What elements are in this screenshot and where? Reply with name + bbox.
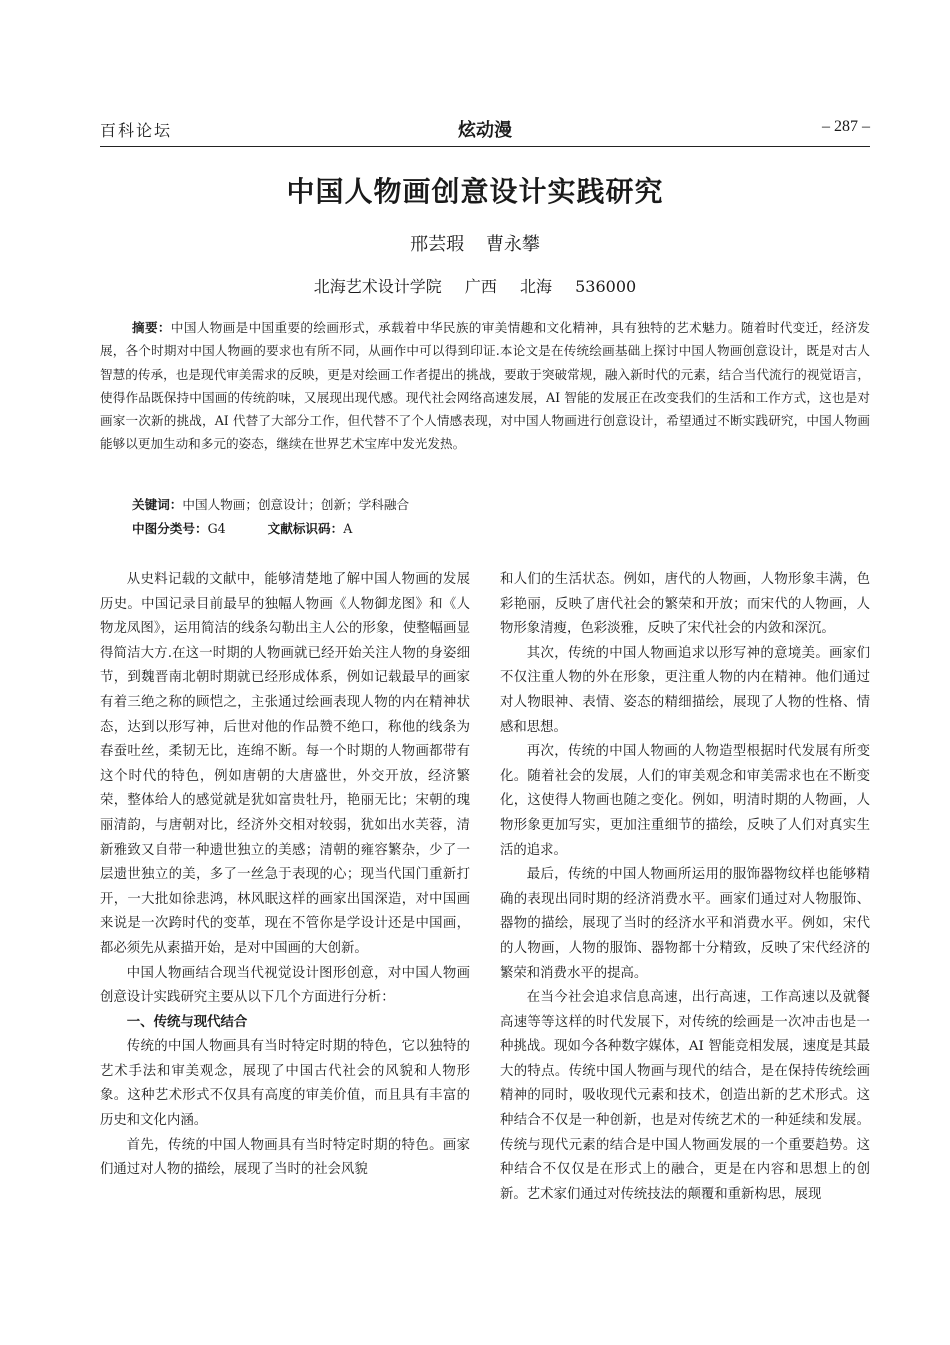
header-page-number: – 287 – [822, 118, 870, 135]
paragraph: 最后，传统的中国人物画所运用的服饰器物纹样也能够精确的表现出同时期的经济消费水平。画家们通过对人物服饰、器物的描绘，展现了当时的经济水平和消费水平。例如，宋代的人物画，人物的服饰、器物都十分精致，反映了宋代经济的繁荣和消费水平的提高。 [500, 867, 870, 981]
paper-title: 中国人物画创意设计实践研究 [286, 175, 664, 208]
author-2: 曹永攀 [485, 234, 540, 255]
header-rule [100, 146, 870, 147]
affiliation-postcode: 536000 [575, 277, 637, 296]
doc-code-label: 文献标识码： [267, 521, 344, 536]
paragraph-continued: 和人们的生活状态。例如，唐代的人物画，人物形象丰满，色彩艳丽，反映了唐代社会的繁荣和开放；而宋代的人物画，人物形象清瘦，色彩淡雅，反映了宋代社会的内敛和深沉。 [500, 572, 870, 637]
body-column-left [100, 568, 470, 1183]
doc-code-value: A [343, 521, 353, 536]
running-header [100, 116, 870, 142]
affiliation-city: 北海 [520, 277, 553, 296]
paragraph: 中国人物画结合现当代视觉设计图形创意，对中国人物画创意设计实践研究主要从以下几个方面进行分析： [100, 965, 470, 1006]
body-column-right [500, 568, 870, 1207]
affiliation-province: 广西 [464, 277, 497, 296]
abstract-text: 中国人物画是中国重要的绘画形式，承载着中华民族的审美情趣和文化精神，具有独特的艺术魅力。随着时代变迁，经济发展，各个时期对中国人物画的要求也有所不同，从画作中可以得到印证.本论文是在传统绘画基础上探讨中国人物画创意设计，既是对古人智慧的传承，也是现代审美需求的反映，更是对绘画工作者提出的挑战，要敢于突破常规，融入新时代的元素，结合当代流行的视觉语言，使得作品既保持中国画的传统韵味，又展现出现代感。现代社会网络高速发展，AI 智能的发展正在改变我们的生活和工作方式，这也是对画家一次新的挑战，AI 代替了大部分工作，但代替不了个人情感表现，对中国人物画进行创意设计，希望通过不断实践研究，中国人物画能够以更加生动和多元的姿态，继续在世界艺术宝库中发光发热。 [100, 320, 871, 452]
section-heading: 一、传统与现代结合 [126, 1014, 248, 1030]
affiliation-institution: 北海艺术设计学院 [313, 277, 442, 296]
authors [0, 230, 950, 256]
classification-line [132, 518, 352, 537]
paragraph: 再次，传统的中国人物画的人物造型根据时代发展有所变化。随着社会的发展，人们的审美观念和审美需求也在不断变化，这使得人物画也随之变化。例如，明清时期的人物画，人物形象更加写实，更加注重细节的描绘，反映了人们对真实生活的追求。 [500, 744, 870, 858]
abstract [100, 316, 870, 456]
paragraph: 首先，传统的中国人物画具有当时特定时期的特色。画家们通过对人物的描绘，展现了当时的社会风貌 [100, 1137, 470, 1178]
abstract-label: 摘要： [132, 320, 171, 335]
keywords-text: 中国人物画；创意设计；创新；学科融合 [182, 497, 410, 512]
paragraph: 传统的中国人物画具有当时特定时期的特色，它以独特的艺术手法和审美观念，展现了中国古代社会的风貌和人物形象。这种艺术形式不仅具有高度的审美价值，而且具有丰富的历史和文化内涵。 [100, 1039, 470, 1129]
author-1: 邢芸瑕 [410, 234, 465, 255]
paragraph: 在当今社会追求信息高速，出行高速，工作高速以及就餐高速等等这样的时代发展下，对传统的绘画是一次冲击也是一种挑战。现如今各种数字媒体，AI 智能竞相发展，速度是其最大的特点。传统中国人物画与现代的结合，是在保持传统绘画精神的同时，吸收现代元素和技术，创造出新的艺术形式。这种结合不仅是一种创新，也是对传统艺术的一种延续和发展。传统与现代元素的结合是中国人物画发展的一个重要趋势。这种结合不仅仅是在形式上的融合，更是在内容和思想上的创新。艺术家们通过对传统技法的颠覆和重新构思，展现 [500, 990, 870, 1202]
keywords-label: 关键词： [132, 497, 183, 512]
paragraph: 其次，传统的中国人物画追求以形写神的意境美。画家们不仅注重人物的外在形象，更注重人物的内在精神。他们通过对人物眼神、表情、姿态的精细描绘，展现了人物的性格、情感和思想。 [500, 645, 870, 735]
header-section: 百科论坛 [100, 121, 173, 140]
affiliation [0, 274, 950, 297]
keywords [132, 494, 409, 513]
header-journal: 炫动漫 [458, 120, 512, 141]
paragraph: 从史料记载的文献中，能够清楚地了解中国人物画的发展历史。中国记录目前最早的独幅人物画《人物御龙图》和《人物龙凤图》，运用简洁的线条勾勒出主人公的形象，使整幅画显得简洁大方.在这一时期的人物画就已经开始关注人物的身姿细节，到魏晋南北朝时期就已经形成体系，例如记载最早的画家有着三绝之称的顾恺之，主张通过绘画表现人物的内在精神状态，达到以形写神，后世对他的作品赞不绝口，称他的线条为春蚕吐丝，柔韧无比，连绵不断。每一个时期的人物画都带有这个时代的特色，例如唐朝的大唐盛世，外交开放，经济繁荣，整体给人的感觉就是犹如富贵牡丹，艳丽无比；宋朝的瑰丽清韵，与唐朝对比，经济外交相对较弱，犹如出水芙蓉，清新雅致又自带一种遗世独立的美感；清朝的雍容繁杂，少了一层遗世独立的美，多了一丝急于表现的心；现当代国门重新打开，一大批如徐悲鸿，林风眠这样的画家出国深造，对中国画来说是一次跨时代的变革，现在不管你是学设计还是中国画，都必须先从素描开始，是对中国画的大创新。 [100, 572, 470, 956]
clc-value: G4 [207, 521, 226, 536]
clc-label: 中图分类号： [132, 521, 208, 536]
